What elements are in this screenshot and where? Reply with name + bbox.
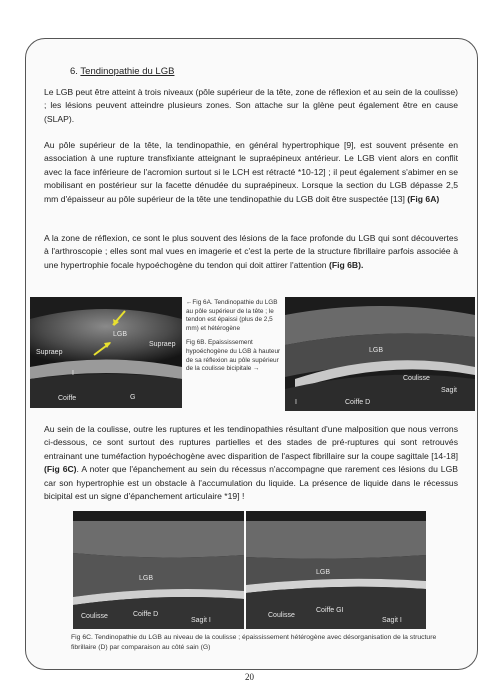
ultrasound-fig-6a: [30, 297, 182, 408]
ultrasound-fig-6b: [285, 297, 475, 411]
ultrasound-fig-6c-left: [73, 511, 244, 629]
paragraph-4-text-b: . A noter que l'épanchement au sein du récessus n'accompagne que rarement ces lésions du LGB car son hypertrophie est un obstacle à l'accumulation du liquide. La présence de liquide dans le récessus bicipital est un signe d'épanchement articulaire *19] !: [44, 464, 458, 502]
paragraph-2-text: Au pôle supérieur de la tête, la tendinopathie, en général hypertrophique [9], est souvent présente en association à une rupture transfixiante atteignant le supraépineux antérieur. Le LGB vient alors en conflit avec la face inférieure de l'acromion surtout si le LCH est rétracté *10-12] ; il peut également s'abimer en se mobilisant en postérieur sur la facette dénudée du supraépineux. Lorsque la section du LGB dépasse 2,5 mm d'épaisseur au pôle supérieur de la tête une tendinopathie du LGB doit être suspectée [13]: [44, 140, 458, 204]
section-title: Tendinopathie du LGB: [80, 66, 175, 77]
lgb-label: LGB: [316, 569, 331, 576]
fig-6b-reference: (Fig 6B).: [328, 259, 364, 270]
paragraph-2: [44, 139, 458, 206]
captions-6a-6b: [186, 299, 282, 374]
sagit-label: Sagit I: [191, 617, 211, 624]
section-heading: [70, 66, 174, 77]
section-number: 6.: [70, 66, 78, 77]
ultrasound-fig-6c-right: [246, 511, 426, 629]
caption-6a: ←Fig 6A. Tendinopathie du LGB au pôle supérieur de la tête ; le tendon est épaissi (plus de 2,5 mm) et hétérogène: [186, 299, 278, 332]
sagit-label: Sagit I: [382, 617, 402, 624]
paragraph-3-text: A la zone de réflexion, ce sont le plus souvent des lésions de la face profonde du LGB qui sont découvertes à l'arthroscopie ; elles sont mal vues en imagerie et c'est la perte de la structure fibrillaire parfois associée à une hypertrophie focale hypoéchogène du tendon qui doit attirer l'attention: [44, 233, 458, 270]
supraep-left-label: Supraep: [36, 349, 63, 356]
coulisse-label: Coulisse: [403, 375, 430, 382]
fig-6c-reference: (Fig 6C): [44, 464, 77, 475]
coiffe-d-label: Coiffe D: [133, 611, 159, 618]
sagit-label: Sagit: [441, 387, 457, 394]
caption-6c: Fig 6C. Tendinopathie du LGB au niveau de la coulisse ; épaississement hétérogène avec désorganisation de la structure fibrillaire (D) par comparaison au côté sain (G): [71, 634, 437, 651]
paragraph-4: [44, 423, 458, 503]
supraep-right-label: Supraep: [149, 341, 176, 348]
paragraph-1: Le LGB peut être atteint à trois niveaux (pôle supérieur de la tête, zone de réflexion et au sein de la coulisse) ; les lésions peuvent atteindre plusieurs zones. Son attache sur la glène peut également être en cause (SLAP).: [44, 87, 458, 124]
paragraph-4-text-a: Au sein de la coulisse, outre les ruptures et les tendinopathies résultant d'une malposition que nous verrons ci-dessous, ce sont surtout des ruptures partielles et des stades de pré-ruptures qui sont retrouvés entrainant une tuméfaction hypoéchogène avec disparition de l'aspect fibrillaire sur la coupe sagittale [14-18]: [44, 424, 458, 461]
coiffe-g-label: Coiffe GI: [316, 607, 344, 614]
paragraph-3: [44, 232, 458, 272]
coiffe-label: Coiffe: [58, 395, 77, 402]
lgb-label: LGB: [139, 575, 154, 582]
lgb-label: LGB: [113, 331, 128, 338]
coulisse-label: Coulisse: [81, 613, 108, 620]
coiffe-d-label: Coiffe D: [345, 399, 371, 406]
lgb-label: LGB: [369, 347, 384, 354]
caption-6b: Fig 6B. Epaississement hypoéchogène du LGB à hauteur de sa réflexion au pôle supérieur de la coulisse bicipitale →: [186, 339, 281, 373]
g-label: G: [130, 394, 136, 401]
one-label: I: [295, 399, 297, 406]
one-label: I: [72, 370, 74, 377]
page-number: 20: [245, 672, 254, 682]
fig-6a-reference: (Fig 6A): [407, 193, 440, 204]
coulisse-label: Coulisse: [268, 612, 295, 619]
